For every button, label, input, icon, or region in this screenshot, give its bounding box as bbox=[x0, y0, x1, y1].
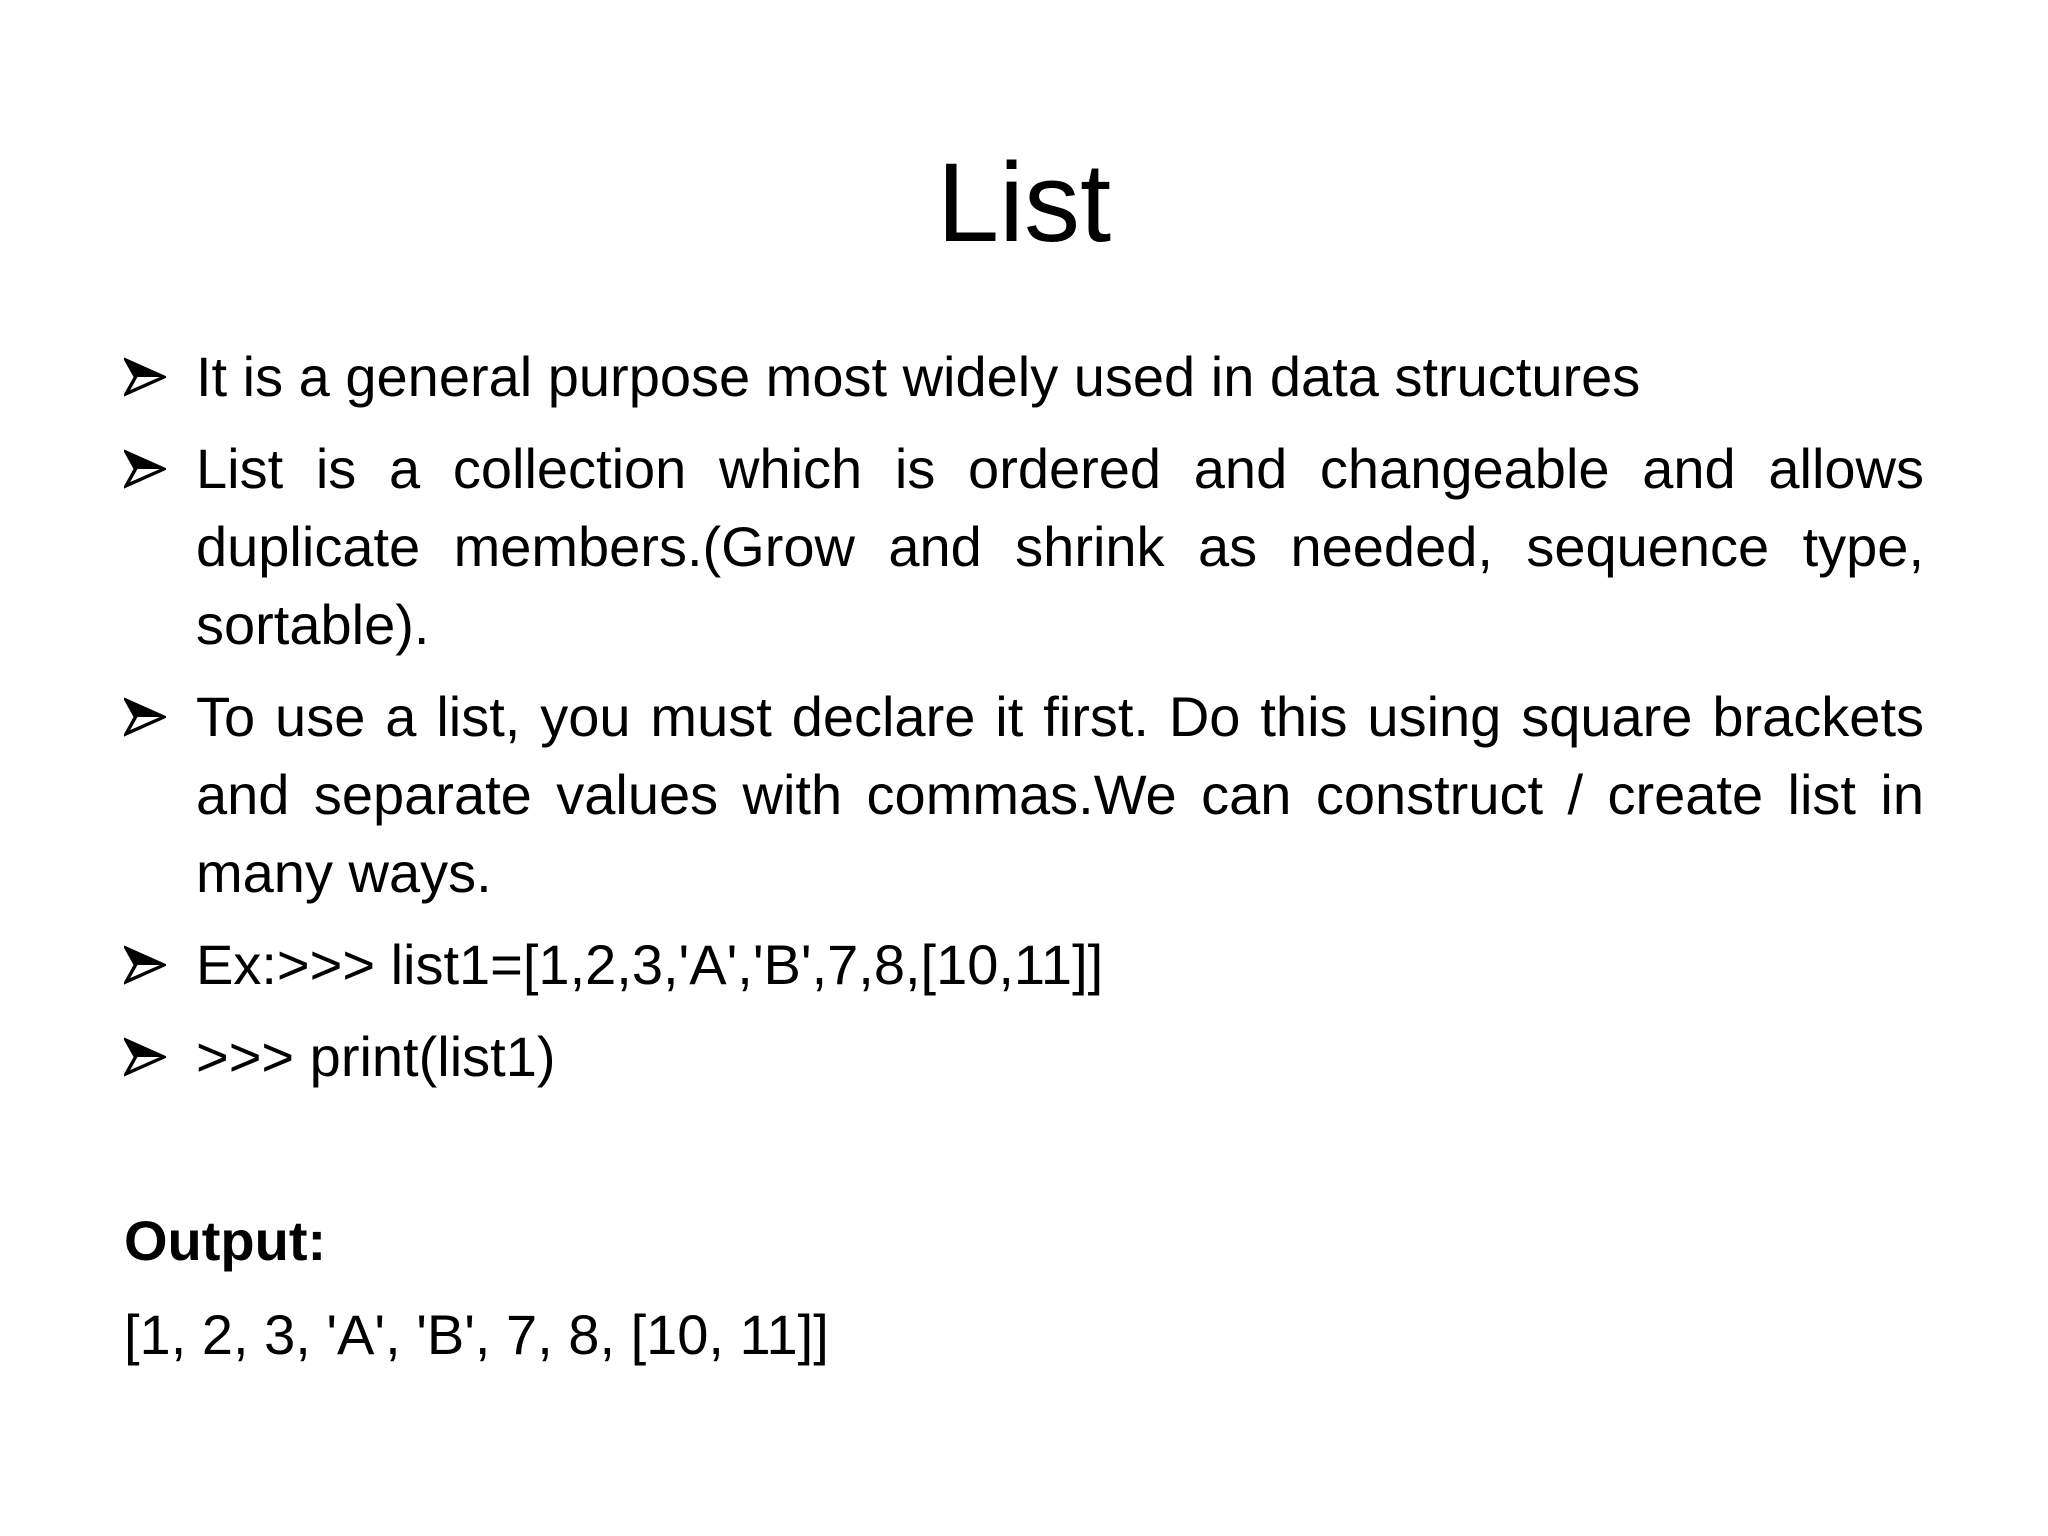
list-item bbox=[124, 1018, 1924, 1096]
arrow-bullet-icon bbox=[124, 430, 196, 508]
bullet-text: Ex:>>> list1=[1,2,3,'A','B',7,8,[10,11]] bbox=[196, 933, 1104, 996]
list-item bbox=[124, 430, 1924, 664]
output-value: [1, 2, 3, 'A', 'B', 7, 8, [10, 11]] bbox=[124, 1303, 829, 1366]
arrow-bullet-icon bbox=[124, 1018, 196, 1096]
output-label: Output: bbox=[124, 1209, 327, 1272]
list-item bbox=[124, 338, 1924, 416]
arrow-bullet-icon bbox=[124, 338, 196, 416]
bullet-text: List is a collection which is ordered and changeable and allows duplicate members.(Grow and shrink as needed, sequence type, sortable). bbox=[196, 437, 1924, 656]
arrow-bullet-icon bbox=[124, 678, 196, 756]
arrow-bullet-icon bbox=[124, 926, 196, 1004]
bullet-text: >>> print(list1) bbox=[196, 1025, 556, 1088]
bullet-text: To use a list, you must declare it first. Do this using square brackets and separate values with commas.We can construct / create list in many ways. bbox=[196, 685, 1924, 904]
bullet-list bbox=[124, 338, 1924, 1110]
bullet-text: It is a general purpose most widely used in data structures bbox=[196, 345, 1641, 408]
list-item bbox=[124, 678, 1924, 912]
slide-title: List bbox=[936, 140, 1112, 265]
list-item bbox=[124, 926, 1924, 1004]
